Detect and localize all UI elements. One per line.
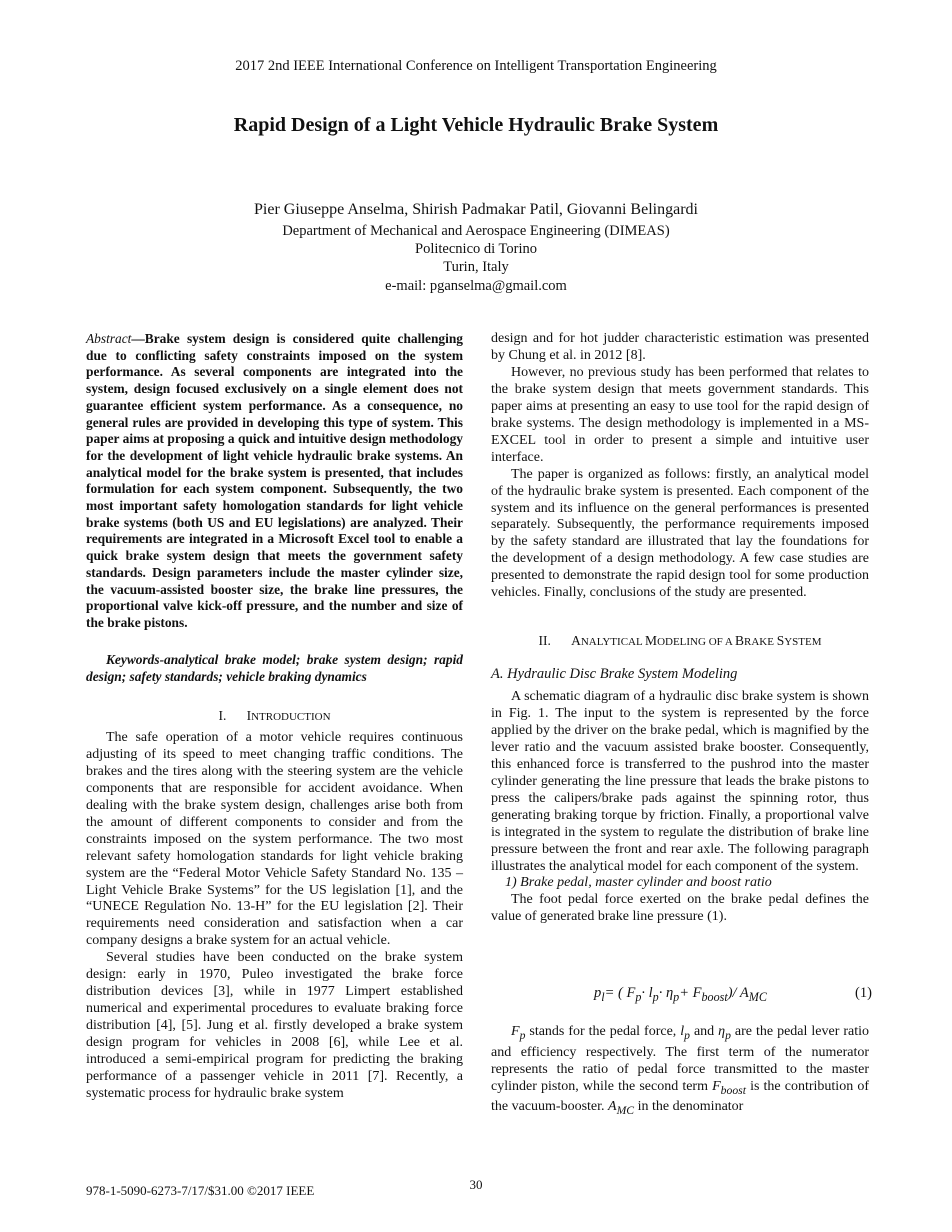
equation-1: $p_l=$ ( $F_p\cdot l_p\cdot \eta_p+ F_{boost})/$ $A_{MC}$	[594, 985, 767, 1004]
right-column-text	[491, 331, 869, 602]
subsubsection-heading-1: 1) Brake pedal, master cylinder and boost ratio	[505, 875, 772, 891]
keywords: Keywords-analytical brake model; brake system design; rapid design; safety standards; vehicle braking dynamics	[86, 652, 463, 684]
section-heading-analytical: II. ANALYTICAL MODELING OF A BRAKE SYSTEM	[538, 633, 822, 648]
subsection-heading-a: A. Hydraulic Disc Brake System Modeling	[491, 666, 738, 682]
right-paragraph-3: The paper is organized as follows: firstly, an analytical model of the hydraulic brake system is presented. Each component of the system and its influence on the general performances is presented separately. Subsequently, the performance requirements imposed by the safety standard are illustrated that lay the foundations for the development of a design methodology. A few case studies are presented to demonstrate the rapid design tool for some production vehicles. Finally, conclusions of the study are presented.	[491, 466, 869, 601]
abstract-text: —Brake system design is considered quite challenging due to conflicting safety constraints imposed on the system performance. As several components are integrated into the system, design focused exclusively on a single element does not guarantee efficient system performance. As a consequence, no general rules are provided in developing this type of system. This paper aims at proposing a quick and intuitive design methodology for the development of light vehicle hydraulic brake systems. An analytical model for the brake system is presented, that includes formulation for each system component. Subsequently, the two most important safety homologation standards for light vehicle brake systems (both US and EU legislations) are analyzed. Their requirements are integrated in a Microsoft Excel tool to enable a quick brake system design that meets the government safety standards. Design parameters include the master cylinder size, the vacuum-assisted booster size, the brake line pressures, the proportional valve kick-off pressure, and the number and size of the brake pistons.	[86, 331, 463, 630]
intro-paragraph-1: The safe operation of a motor vehicle requires continuous adjusting of its speed to meet changing traffic conditions. The brakes and the tires along with the steering system are the vehicle components that are responsible for accident avoidance. When dealing with the brake system design, challenges arise both from the amount of different components to consider and from the constraints imposed on the system performance. The two most relevant safety homologation standards for light vehicle braking system are the “Federal Motor Vehicle Safety Standard No. 135 – Light Vehicle Brake Systems” for the US legislation [1], and the “UNECE Regulation No. 13-H” for the EU legislation [2]. Their requirements need consideration and satisfaction when a car company designs a brake system for an actual vehicle.	[86, 729, 463, 949]
right-paragraph-2: However, no previous study has been performed that relates to the brake system design that meets government standards. This paper aims at presenting an easy to use tool for the rapid design of brake systems. The design methodology is implemented in a MS-EXCEL tool in order to present a simple and intuitive user interface.	[491, 364, 869, 465]
affiliation-university: Politecnico di Torino	[415, 241, 537, 258]
conference-header: 2017 2nd IEEE International Conference on Intelligent Transportation Engineering	[235, 58, 717, 74]
section-heading-introduction: I. INTRODUCTION	[218, 708, 331, 723]
abstract	[86, 331, 463, 632]
after-equation-paragraph: $F_p$ stands for the pedal force, $l_p$ and $\eta_p$ are the pedal lever ratio and efficiency respectively. The first term of the numerator represents the ratio of pedal force transmitted to the master cylinder piston, while the second term $F_{boost}$ is the contribution of the vacuum-booster. $A_{MC}$ in the denominator	[491, 1024, 869, 1118]
affiliation-email: e-mail: pganselma@gmail.com	[385, 277, 567, 294]
right-paragraph-1: design and for hot judder characteristic estimation was presented by Chung et al. in 2012 [8].	[491, 331, 869, 363]
equation-number: (1)	[855, 985, 872, 1001]
affiliation-block	[0, 222, 952, 295]
copyright-line: 978-1-5090-6273-7/17/$31.00 ©2017 IEEE	[86, 1183, 315, 1198]
author-list: Pier Giuseppe Anselma, Shirish Padmakar Patil, Giovanni Belingardi	[254, 201, 698, 218]
affiliation-location: Turin, Italy	[443, 259, 509, 276]
subsection-a-body	[491, 689, 869, 926]
subsubsection-1-paragraph: The foot pedal force exerted on the brake pedal defines the value of generated brake line pressure (1).	[491, 892, 869, 925]
section-introduction	[86, 708, 463, 1103]
intro-paragraph-2: Several studies have been conducted on the brake system design: early in 1970, Puleo investigated the brake force distribution devices [3], while in 1977 Limpert established numerical and experimental procedures to evaluate braking force distribution [4], [5]. Jung et al. firstly developed a brake system design program for vehicles in 2008 [6], while Lee et al. introduced a semi-empirical program for predicting the braking performance of a passenger vehicle in 2011 [7]. Recently, a systematic process for hydraulic brake system	[86, 950, 463, 1101]
abstract-label: Abstract	[86, 331, 132, 346]
subsection-a-paragraph: A schematic diagram of a hydraulic disc brake system is shown in Fig. 1. The input to the system is represented by the force applied by the driver on the brake pedal, which is magnified by the lever ratio and the vacuum assisted brake booster. Consequently, this enhanced force is transferred to the pushrod into the master cylinder generating the line pressure that leads the brake pistons to press the calipers/brake pads against the spinning rotor, thus generating braking torque by friction. Finally, a proportional valve is integrated in the system to regulate the distribution of brake line pressure between the front and rear axle. The following paragraph illustrates the analytical model for each component of the system.	[491, 689, 869, 874]
affiliation-department: Department of Mechanical and Aerospace Engineering (DIMEAS)	[282, 223, 670, 239]
paper-title: Rapid Design of a Light Vehicle Hydraulic Brake System	[233, 114, 719, 136]
page-number: 30	[469, 1177, 483, 1192]
